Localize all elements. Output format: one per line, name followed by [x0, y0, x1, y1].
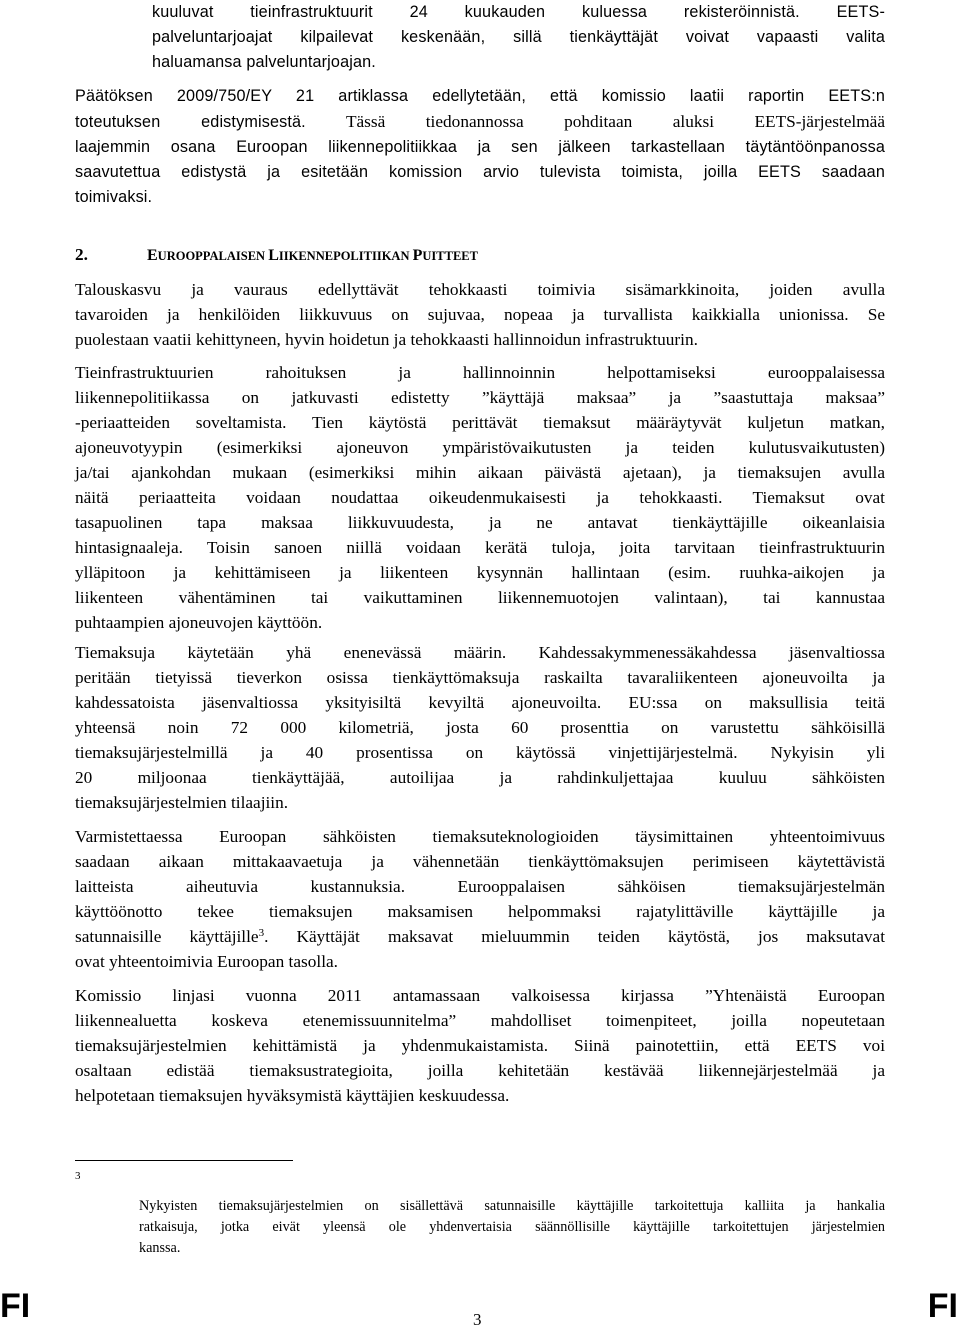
footnote-text — [139, 1196, 885, 1259]
language-code-right: FI — [927, 1287, 958, 1325]
text-fragment: . Käyttäjät maksavat mieluummin teiden käytöstä, jos maksutavat — [264, 927, 885, 946]
intro-paragraph-2 — [75, 84, 885, 210]
text-line: tasapuolinen tapa maksaa liikkuvuudesta, ja ne antavat tienkäyttäjille oikeanlaisia — [75, 513, 885, 532]
text-line: kuuluvat tieinfrastruktuurit 24 kuukauden kuluessa rekisteröinnistä. EETS- — [152, 3, 885, 21]
text-line: saavutettua edistystä ja esitetään komission arvio tulevista toimista, joilla EETS saadaan — [75, 163, 885, 181]
text-line: laajemmin osana Euroopan liikennepolitiikkaa ja sen jälkeen tarkastellaan täytäntöönpanossa — [75, 138, 885, 156]
text-line: toimivaksi. — [75, 188, 153, 206]
text-line: puolestaan vaatii kehittyneen, hyvin hoidetun ja tehokkaasti hallinnoidun infrastruktuurin. — [75, 330, 698, 349]
text-line: näitä periaatteita voidaan noudattaa oikeudenmukaisesti ja tehokkaasti. Tiemaksut ovat — [75, 488, 885, 507]
paragraph-7 — [75, 983, 885, 1108]
heading-part: L — [268, 247, 279, 264]
text-line: tiemaksujärjestelmien tilaajiin. — [75, 793, 289, 812]
section-heading — [75, 242, 478, 269]
heading-part: P — [412, 247, 423, 264]
text-line: ajoneuvotyypin (esimerkiksi ajoneuvon ympäristövaikutusten ja teiden kulutusvaikutusten) — [75, 438, 885, 457]
text-line: peritään tietyissä tieverkon osissa tienkäyttömaksuja raskailta tavaraliikenteen ajoneuvoilta ja — [75, 668, 885, 687]
text-line: 20 miljoonaa tienkäyttäjää, autoilijaa ja rahdinkuljettajaa kuuluu sähköisten — [75, 768, 885, 787]
text-line: tiemaksujärjestelmien kehittämistä ja yhdenmukaistamista. Siinä painotettiin, että EETS voi — [75, 1036, 885, 1055]
text-line: osaltaan edistää tiemaksustrategioita, joilla kehitetään kestävää liikennejärjestelmää ja — [75, 1061, 885, 1080]
text-line: ovat yhteentoimivia Euroopan tasolla. — [75, 952, 338, 971]
paragraph-3 — [75, 277, 885, 352]
text-line: liikennepolitiikassa on jatkuvasti edistetty ”käyttäjä maksaa” ja ”saastuttaja maksaa” — [75, 388, 885, 407]
text-line: puhtaampien ajoneuvojen käyttöön. — [75, 613, 323, 632]
footnote-number: 3 — [75, 1170, 81, 1182]
footnote-divider — [75, 1160, 293, 1161]
text-line: liikenteen vähentäminen tai vaikuttaminen liikennemuotojen valintaan), tai kannustaa — [75, 588, 885, 607]
footnote-reference[interactable]: 3 — [258, 927, 265, 939]
heading-part: UITTEET — [422, 249, 478, 263]
text-line: liikennealuetta koskeva etenemissuunnitelma” mahdolliset toimenpiteet, joilla nopeutetaan — [75, 1011, 885, 1030]
text-line: ja/tai ajankohdan mukaan (esimerkiksi mihin aikaan päivästä ajetaan), ja tiemaksujen avulla — [75, 463, 885, 482]
text-line: helpotetaan tiemaksujen hyväksymistä käyttäjien keskuudessa. — [75, 1086, 510, 1105]
page-number: 3 — [473, 1310, 482, 1329]
text-line: käyttöönotto tekee tiemaksujen maksamisen helpommaksi rajatylittäville käyttäjille ja — [75, 902, 885, 921]
text-line: Päätöksen 2009/750/EY 21 artiklassa edellytetään, että komissio laatii raportin EETS:n — [75, 87, 885, 105]
text-line: kahdessatoista jäsenvaltiossa yksityisiltä kevyiltä ajoneuvoilta. EU:ssa on maksullisia teitä — [75, 693, 885, 712]
text-line: palveluntarjoajat kilpailevat keskenään, sillä tienkäyttäjät voivat vapaasti valita — [152, 28, 885, 46]
text-line: ylläpitoon ja kehittämiseen ja liikenteen kysynnän hallintaan (esim. ruuhka-aikojen ja — [75, 563, 885, 582]
text-line: haluamansa palveluntarjoajan. — [152, 53, 376, 71]
text-fragment: Tässä tiedonannossa pohditaan aluksi EETS-järjestelmää — [345, 112, 885, 131]
text-line: Talouskasvu ja vauraus edellyttävät tehokkaasti toimivia sisämarkkinoita, joiden avulla — [75, 280, 885, 299]
heading-part: IIKENNEPOLITIIKAN — [278, 249, 413, 263]
text-line — [75, 924, 885, 949]
intro-paragraph-1 — [152, 0, 885, 75]
text-line: ratkaisuja, jotka eivät yleensä ole yhdenvertaisia säännöllisille käyttäjille tarkoitettujen järjestelmien — [139, 1219, 885, 1235]
text-line: Komissio linjasi vuonna 2011 antamassaan valkoisessa kirjassa ”Yhtenäistä Euroopan — [75, 986, 885, 1005]
text-line: kanssa. — [139, 1240, 181, 1256]
text-line: hintasignaaleja. Toisin sanoen niillä voidaan kerätä tuloja, joita tarvitaan tieinfrastruktuurin — [75, 538, 885, 557]
text-line: saadaan aikaan mittakaavaetuja ja vähennetään tienkäyttömaksujen perimiseen käytettävistä — [75, 852, 885, 871]
text-line: laitteista aiheutuvia kustannuksia. Eurooppalaisen sähköisen tiemaksujärjestelmän — [75, 877, 885, 896]
paragraph-6 — [75, 824, 885, 974]
text-line: tiemaksujärjestelmillä ja 40 prosentissa on käytössä vinjettijärjestelmä. Nykyisin yli — [75, 743, 885, 762]
heading-part: UROOPPALAISEN — [157, 249, 269, 263]
section-number: 2. — [75, 245, 88, 264]
language-code-left: FI — [0, 1287, 31, 1325]
heading-part: E — [147, 247, 158, 264]
paragraph-4 — [75, 360, 885, 635]
text-line: tavaroiden ja henkilöiden liikkuvuus on sujuvaa, nopeaa ja turvallista kaikkialla unionissa. Se — [75, 305, 885, 324]
text-line: Tieinfrastruktuurien rahoituksen ja hallinnoinnin helpottamiseksi eurooppalaisessa — [75, 363, 885, 382]
text-line: Tiemaksuja käytetään yhä enenevässä määrin. Kahdessakymmenessäkahdessa jäsenvaltiossa — [75, 643, 885, 662]
text-fragment: toteutuksen edistymisestä. — [75, 113, 306, 131]
text-line: -periaatteiden soveltamista. Tien käytöstä perittävät tiemaksut määräytyvät kuljetun matkan, — [75, 413, 885, 432]
text-line: Nykyisten tiemaksujärjestelmien on sisällettävä satunnaisille käyttäjille tarkoitettuja kalliita ja hankalia — [139, 1198, 885, 1214]
paragraph-5 — [75, 640, 885, 815]
text-fragment: satunnaisille käyttäjille — [75, 927, 259, 946]
text-line — [75, 109, 885, 135]
text-line: yhteensä noin 72 000 kilometriä, josta 60 prosenttia on varustettu sähköisillä — [75, 718, 885, 737]
text-line: Varmistettaessa Euroopan sähköisten tiemaksuteknologioiden täysimittainen yhteentoimivuus — [75, 827, 885, 846]
